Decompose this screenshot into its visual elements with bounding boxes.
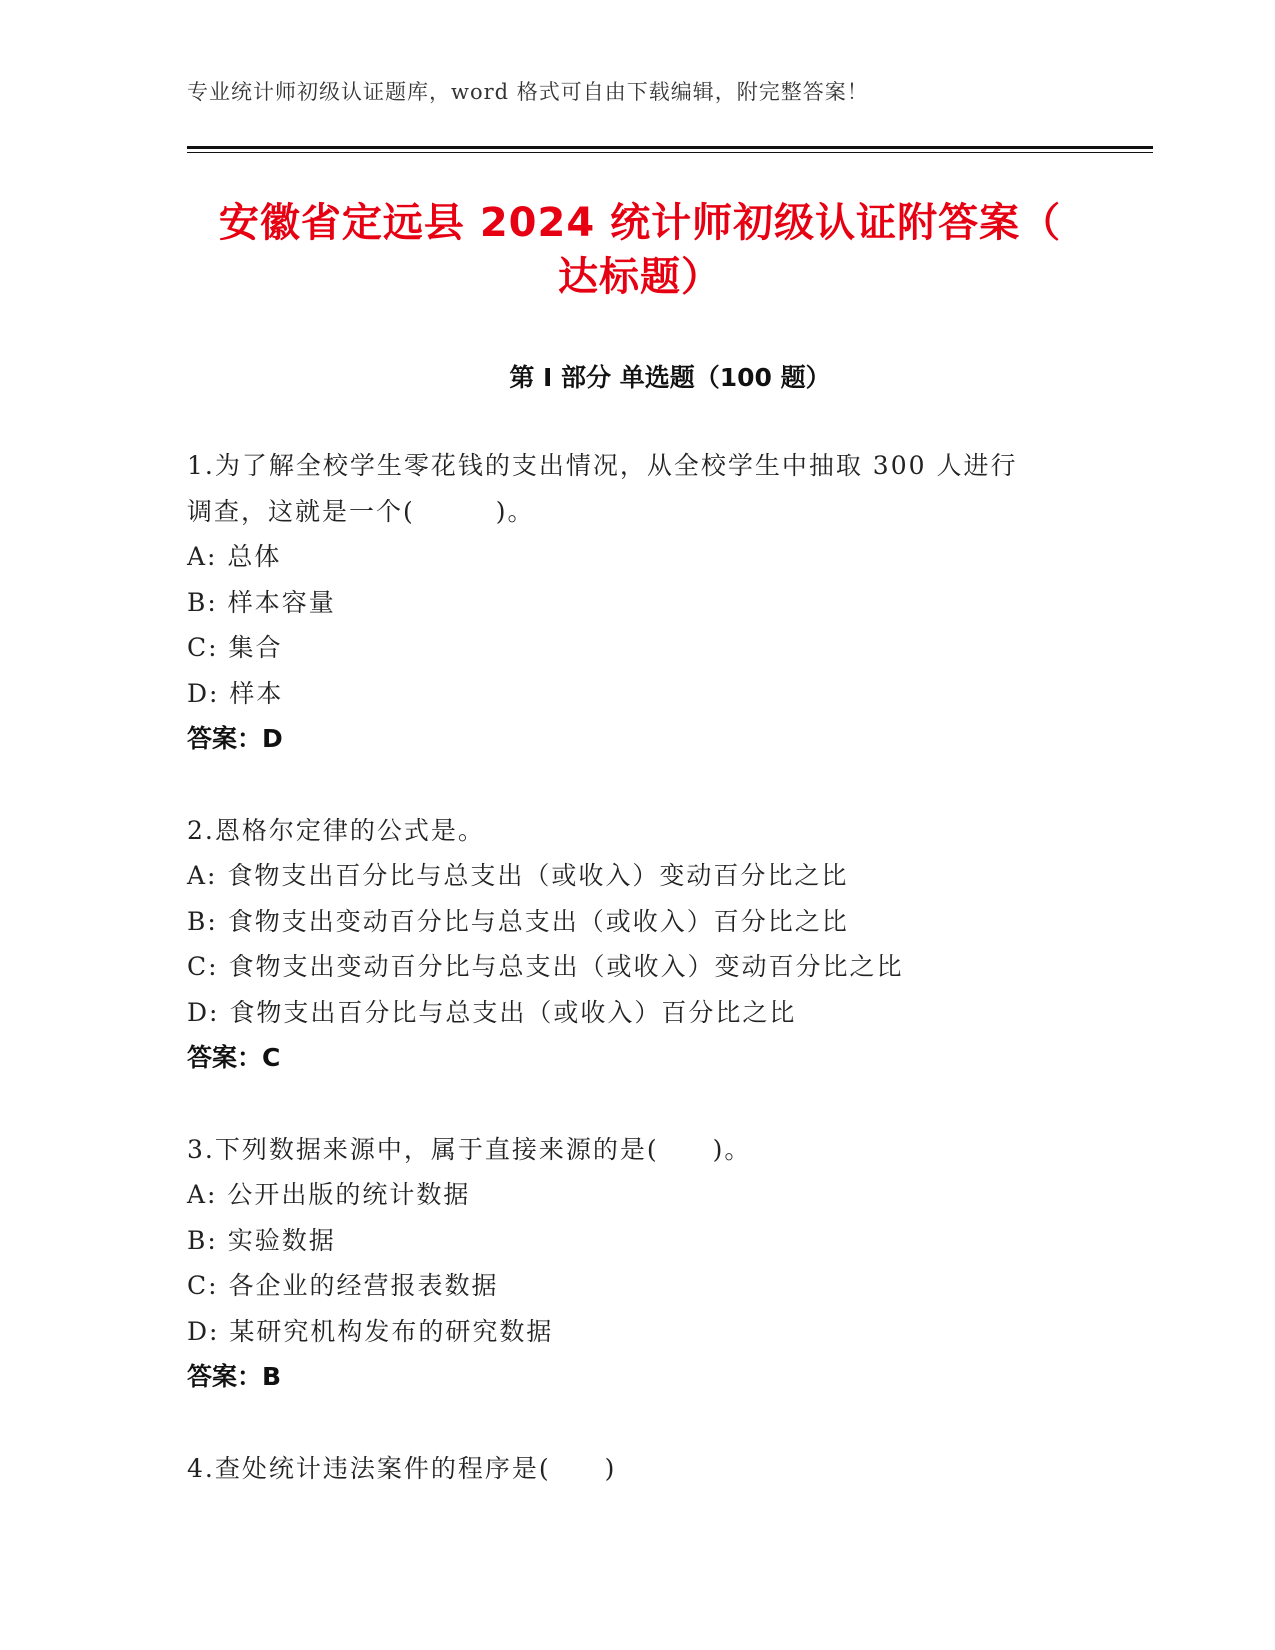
option-a: A: 食物支出百分比与总支出（或收入）变动百分比之比	[187, 861, 849, 890]
answer-line: 答案：B	[187, 1362, 282, 1391]
answer-line: 答案：D	[187, 724, 283, 753]
header-note: 专业统计师初级认证题库，word 格式可自由下载编辑，附完整答案！	[187, 80, 869, 104]
section-title: 第 I 部分 单选题（100 题）	[509, 363, 831, 392]
header-rule-thin	[187, 152, 1153, 153]
question-text-line: 1.为了解全校学生零花钱的支出情况，从全校学生中抽取 300 人进行	[187, 451, 1018, 480]
title-line-1: 安徽省定远县 2024 统计师初级认证附答案（	[218, 200, 1062, 246]
question-2	[187, 808, 1087, 1081]
question-text-line: 调查，这就是一个( )。	[187, 496, 535, 526]
option-c: C: 各企业的经营报表数据	[187, 1271, 499, 1300]
option-d: D: 样本	[187, 678, 284, 708]
option-b: B: 实验数据	[187, 1225, 336, 1255]
option-d: D: 食物支出百分比与总支出（或收入）百分比之比	[187, 997, 797, 1027]
document-title	[180, 196, 1100, 304]
answer-line: 答案：C	[187, 1043, 281, 1072]
header-rule-thick	[187, 146, 1153, 149]
option-a: A: 总体	[187, 542, 282, 571]
option-d: D: 某研究机构发布的研究数据	[187, 1316, 554, 1346]
question-1	[187, 443, 1087, 762]
title-line-2: 达标题）	[558, 254, 722, 300]
question-text-line: 2.恩格尔定律的公式是。	[187, 815, 485, 845]
question-list	[187, 443, 1087, 1537]
option-a: A: 公开出版的统计数据	[187, 1180, 471, 1209]
option-b: B: 样本容量	[187, 587, 336, 617]
question-text-line: 3.下列数据来源中，属于直接来源的是( )。	[187, 1134, 752, 1164]
question-text-line: 4.查处统计违法案件的程序是( )	[187, 1453, 617, 1483]
option-b: B: 食物支出变动百分比与总支出（或收入）百分比之比	[187, 906, 849, 936]
question-3	[187, 1127, 1087, 1400]
question-4	[187, 1446, 1087, 1492]
option-c: C: 食物支出变动百分比与总支出（或收入）变动百分比之比	[187, 952, 904, 981]
option-c: C: 集合	[187, 633, 283, 662]
